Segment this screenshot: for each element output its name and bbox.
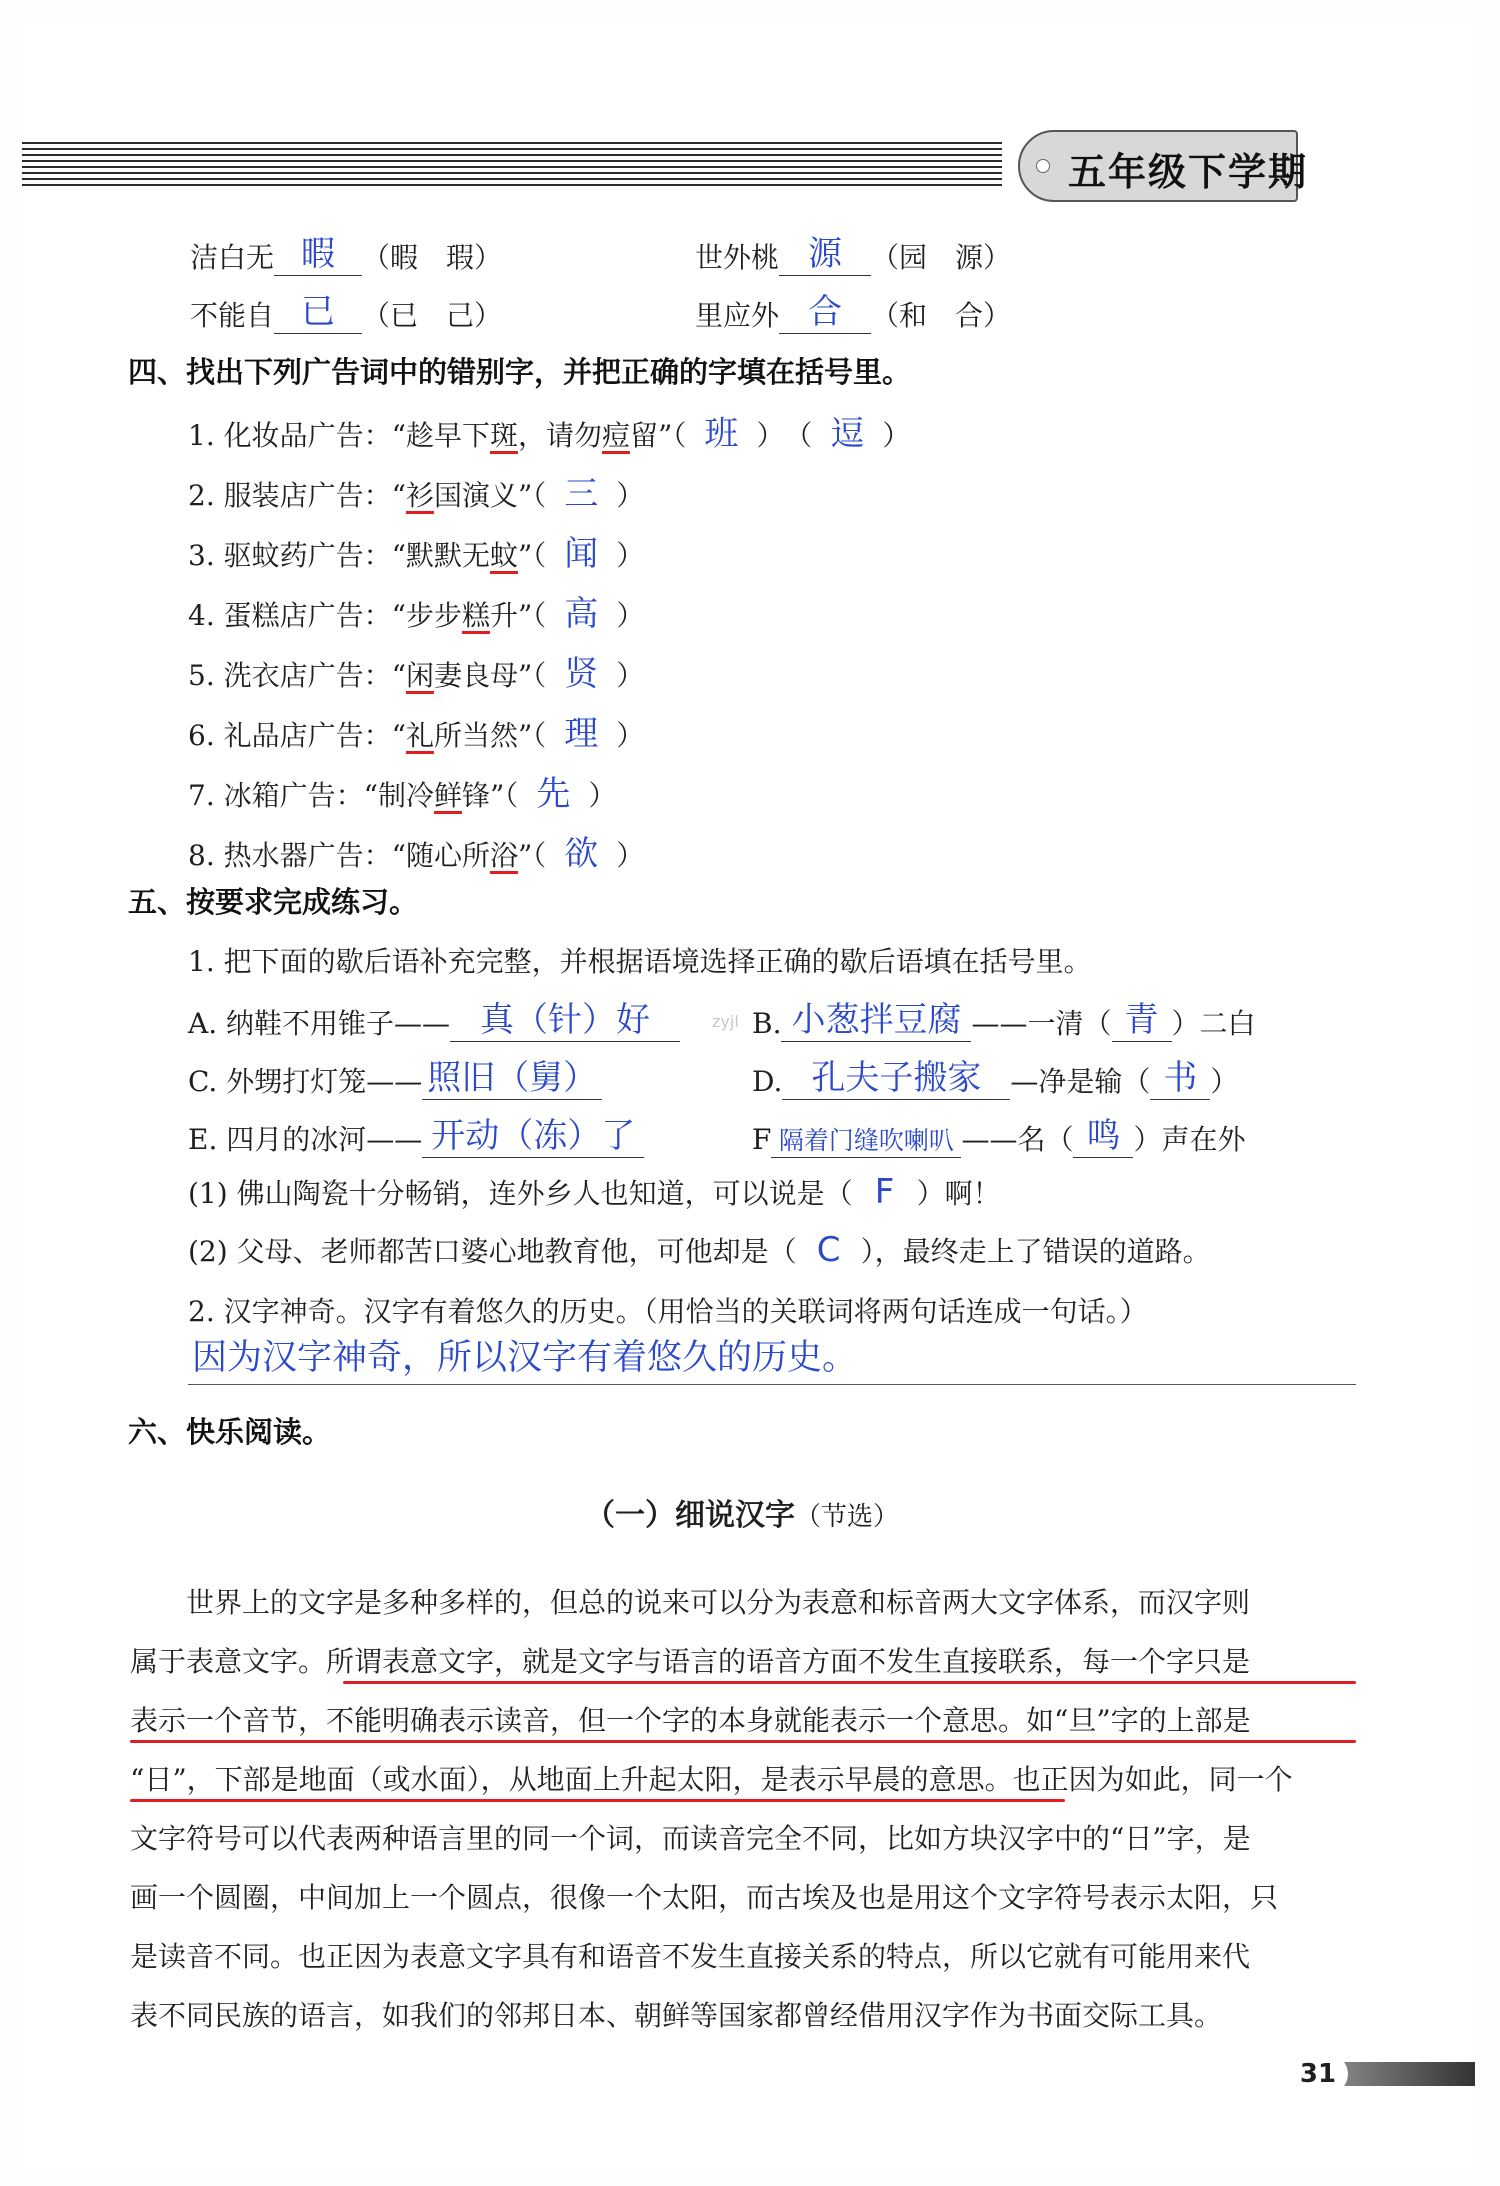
passage-line: 表示一个音节，不能明确表示读音，但一个字的本身就能表示一个意思。如“旦”字的上部是 (130, 1704, 1251, 1737)
page-number: 31 (1288, 2054, 1348, 2094)
answer-blank[interactable]: 孔夫子搬家 (782, 1050, 1010, 1100)
ad-text: 步步 (405, 599, 462, 632)
ad-label: 1. 化妆品广告：“ (188, 419, 406, 452)
xiehouyu-b: B. 小葱拌豆腐 ——一清（ 青 ）二白 (752, 992, 1256, 1042)
answer-blank[interactable]: 暇 (274, 226, 362, 276)
correction-answer[interactable]: 班 (704, 414, 739, 454)
passage-line: 世界上的文字是多种多样的，但总的说来可以分为表意和标音两大文字体系，而汉字则 (186, 1586, 1251, 1619)
sub-question-1: (1) 佛山陶瓷十分畅销，连外乡人也知道，可以说是（ F ）啊！ (188, 1172, 1001, 1212)
ad-label: 5. 洗衣店广告：“ (188, 659, 406, 692)
correction-answer[interactable]: 高 (564, 594, 599, 634)
ad-text: ） (588, 779, 617, 812)
ad-item (188, 586, 644, 635)
section-5-heading: 五、按要求完成练习。 (128, 885, 419, 919)
ad-item (188, 646, 644, 695)
idiom-row-1a: 洁白无 暇 （暇 瑕） (190, 226, 502, 276)
correction-answer[interactable]: 理 (564, 714, 599, 754)
question-5-1: 1. 把下面的歇后语补充完整，并根据语境选择正确的歇后语填在括号里。 (188, 945, 1092, 978)
ad-text: 妻良母 (433, 659, 518, 692)
ad-text: ） (882, 419, 911, 452)
red-underline-1 (343, 1681, 1356, 1684)
wrong-char: 斑 (489, 419, 518, 452)
idiom-row-2a: 不能自 已 （已 己） (190, 284, 502, 334)
ad-text: ，请勿 (517, 419, 602, 452)
xiehouyu-a: A. 纳鞋不用锥子—— 真（针）好 (188, 992, 680, 1042)
xiehouyu-f: F 隔着门缝吹喇叭 ——名（ 鸣 ）声在外 (752, 1108, 1245, 1158)
question-5-2: 2. 汉字神奇。汉字有着悠久的历史。（用恰当的关联词将两句话连成一句话。） (188, 1295, 1148, 1328)
correction-answer[interactable]: 闻 (564, 534, 599, 574)
idiom-row-2b: 里应外 合 （和 合） (695, 284, 1011, 334)
ad-text: 所当然 (433, 719, 518, 752)
passage-line: “日”，下部是地面（或水面），从地面上升起太阳，是表示早晨的意思。也正因为如此，同一个 (130, 1763, 1293, 1796)
ad-text: 国演义 (433, 479, 518, 512)
passage-line: 文字符号可以代表两种语言里的同一个词，而读音完全不同，比如方块汉字中的“日”字，是 (130, 1822, 1251, 1855)
ad-label: 7. 冰箱广告：“ (188, 779, 378, 812)
xiehouyu-d: D. 孔夫子搬家 —净是输（ 书 ） (752, 1050, 1238, 1100)
answer-blank[interactable]: 照旧（舅） (422, 1050, 602, 1100)
ad-text: ”（ (517, 599, 547, 632)
red-underline-3 (130, 1799, 1065, 1802)
wrong-char: 闲 (405, 659, 434, 692)
wrong-char: 礼 (405, 719, 434, 752)
wrong-char: 糕 (461, 599, 490, 632)
passage-line: 是读音不同。也正因为表意文字具有和语音不发生直接关系的特点，所以它就有可能用来代 (130, 1940, 1251, 1973)
answer-blank[interactable]: 隔着门缝吹喇叭 (771, 1121, 961, 1158)
ad-item (188, 706, 644, 755)
ad-text: ） （ (756, 419, 813, 452)
answer-blank[interactable]: 鸣 (1073, 1108, 1133, 1158)
ad-label: 2. 服装店广告：“ (188, 479, 406, 512)
ad-text: 默默无 (405, 539, 490, 572)
ad-item (188, 526, 644, 575)
section-4-heading: 四、找出下列广告词中的错别字，并把正确的字填在括号里。 (128, 355, 912, 389)
ad-label: 4. 蛋糕店广告：“ (188, 599, 406, 632)
ad-text: ”（ (517, 839, 547, 872)
answer-blank[interactable]: 青 (1112, 992, 1172, 1042)
answer-blank[interactable]: 小葱拌豆腐 (781, 992, 971, 1042)
idiom-row-1b: 世外桃 源 （园 源） (695, 226, 1011, 276)
ad-item (188, 826, 644, 875)
wrong-char: 衫 (405, 479, 434, 512)
correction-answer[interactable]: 贤 (564, 654, 599, 694)
ad-item (188, 406, 910, 455)
ad-text: ”（ (489, 779, 519, 812)
red-underline-2 (130, 1740, 1356, 1743)
ad-text: 随心所 (405, 839, 490, 872)
badge-dot-icon (1036, 159, 1050, 173)
ad-text: 升 (489, 599, 518, 632)
section-6-heading: 六、快乐阅读。 (128, 1415, 332, 1449)
ad-text: 制冷 (377, 779, 434, 812)
ad-text: 锋 (461, 779, 490, 812)
passage-line: 表不同民族的语言，如我们的邻邦日本、朝鲜等国家都曾经借用汉字作为书面交际工具。 (130, 1999, 1223, 2032)
ad-text: ） (616, 539, 645, 572)
ad-text: ”（ (517, 659, 547, 692)
answer-blank[interactable]: 书 (1150, 1050, 1210, 1100)
correction-answer[interactable]: 逗 (830, 414, 865, 454)
correction-answer[interactable]: 三 (564, 474, 599, 514)
ad-text: ”（ (517, 539, 547, 572)
watermark: zyjl (712, 1012, 739, 1031)
wrong-char: 浴 (489, 839, 518, 872)
ad-text: ） (616, 599, 645, 632)
ad-label: 8. 热水器广告：“ (188, 839, 406, 872)
ad-label: 3. 驱蚊药广告：“ (188, 539, 406, 572)
page-number-bar (1335, 2062, 1475, 2086)
sentence-answer[interactable]: 因为汉字神奇，所以汉字有着悠久的历史。 (192, 1338, 858, 1378)
wrong-char: 痘 (601, 419, 630, 452)
ad-text: ） (616, 839, 645, 872)
correction-answer[interactable]: 欲 (564, 834, 599, 874)
answer-blank[interactable]: 合 (779, 284, 871, 334)
xiehouyu-e: E. 四月的冰河—— 开动（冻）了 (188, 1108, 644, 1158)
ad-text: 趁早下 (405, 419, 490, 452)
answer-blank[interactable]: 真（针）好 (450, 992, 680, 1042)
answer-blank[interactable]: 已 (274, 284, 362, 334)
ad-text: ） (616, 719, 645, 752)
xiehouyu-c: C. 外甥打灯笼—— 照旧（舅） (188, 1050, 602, 1100)
ad-item (188, 466, 644, 515)
ad-text: ） (616, 479, 645, 512)
answer-slot[interactable]: C (816, 1230, 841, 1270)
answer-blank[interactable]: 开动（冻）了 (422, 1108, 644, 1158)
ad-item (188, 766, 616, 815)
ad-text: ） (616, 659, 645, 692)
reading-title: （一）细说汉字（节选） (585, 1498, 900, 1533)
wrong-char: 蚊 (489, 539, 518, 572)
correction-answer[interactable]: 先 (536, 774, 571, 814)
ad-text: 留”（ (630, 419, 687, 452)
ad-text: ”（ (517, 479, 547, 512)
wrong-char: 鲜 (433, 779, 462, 812)
reading-passage (130, 1573, 1360, 2045)
passage-line: 画一个圆圈，中间加上一个圆点，很像一个太阳，而古埃及也是用这个文字符号表示太阳，只 (130, 1881, 1279, 1914)
ad-text: ”（ (517, 719, 547, 752)
sub-question-2: (2) 父母、老师都苦口婆心地教育他，可他却是（ C ），最终走上了错误的道路。 (188, 1230, 1211, 1270)
answer-blank[interactable]: 源 (779, 226, 871, 276)
answer-slot[interactable]: F (874, 1172, 895, 1212)
grade-badge-title: 五年级下学期 (1068, 150, 1309, 194)
ad-label: 6. 礼品店广告：“ (188, 719, 406, 752)
passage-line: 属于表意文字。所谓表意文字，就是文字与语言的语音方面不发生直接联系，每一个字只是 (130, 1645, 1251, 1678)
answer-line (188, 1384, 1356, 1385)
header-rule-lines (22, 142, 1002, 188)
